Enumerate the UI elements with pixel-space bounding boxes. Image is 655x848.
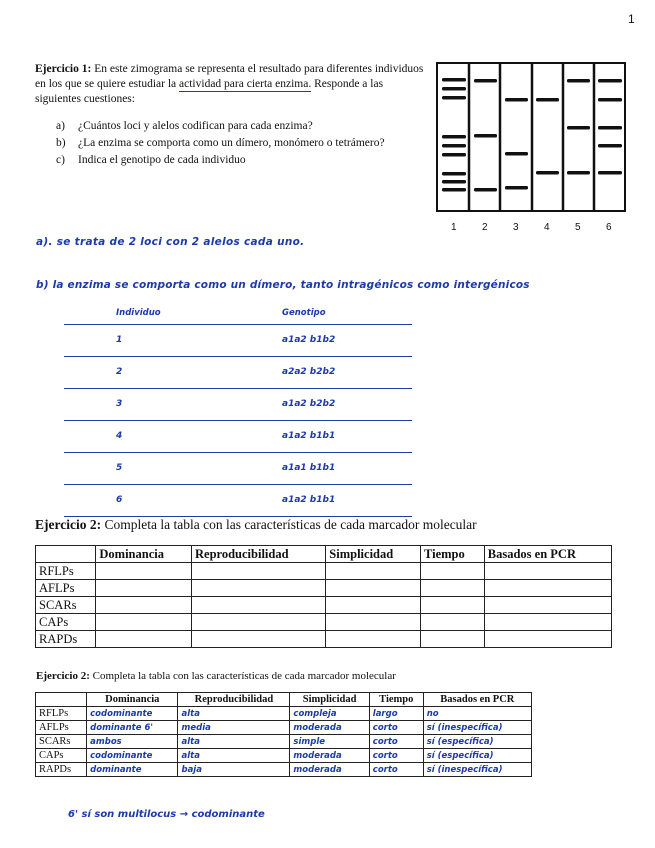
column-header: Simplicidad <box>290 693 369 707</box>
table-row <box>36 721 532 735</box>
lane-label: 3 <box>513 222 519 233</box>
marker-name: RAPDs <box>36 631 96 648</box>
band <box>598 171 622 175</box>
band <box>536 98 559 102</box>
cell-simplicidad: moderada <box>290 721 369 735</box>
band <box>474 188 497 192</box>
page-number: 1 <box>628 12 635 26</box>
band <box>536 171 559 175</box>
individual-number: 4 <box>116 431 123 441</box>
exercise2-label: Ejercicio 2: <box>35 517 102 532</box>
table-cell <box>96 580 192 597</box>
band <box>442 96 466 100</box>
marker-name: SCARs <box>36 735 87 749</box>
band <box>442 188 466 192</box>
column-header: Basados en PCR <box>484 546 611 563</box>
cell-reproducibilidad: alta <box>178 749 290 763</box>
cell-tiempo: corto <box>369 749 423 763</box>
genotype-value: a1a2 b1b1 <box>282 495 336 505</box>
marker-name: RFLPs <box>36 707 87 721</box>
table-row <box>36 631 612 648</box>
table-cell <box>96 631 192 648</box>
table-header-row <box>36 546 612 563</box>
genotype-row <box>64 389 412 421</box>
individual-number: 2 <box>116 367 123 377</box>
exercise1-label: Ejercicio 1: <box>35 63 92 75</box>
column-header: Dominancia <box>87 693 178 707</box>
table-cell <box>192 631 326 648</box>
cell-tiempo: corto <box>369 721 423 735</box>
cell-pcr: sí (específica) <box>423 735 531 749</box>
band <box>442 144 466 148</box>
column-header: Tiempo <box>369 693 423 707</box>
marker-name: SCARs <box>36 597 96 614</box>
cell-simplicidad: moderada <box>290 763 369 777</box>
band <box>505 152 528 156</box>
lane-label: 6 <box>606 222 612 233</box>
individual-number: 6 <box>116 495 123 505</box>
column-header <box>36 546 96 563</box>
lane-label: 1 <box>451 222 457 233</box>
exercise1-intro <box>35 62 430 107</box>
lane-label: 5 <box>575 222 581 233</box>
question-letter: c) <box>56 154 65 166</box>
handwritten-answer-a: a). se trata de 2 loci con 2 alelos cada uno. <box>36 236 305 248</box>
column-header: Basados en PCR <box>423 693 531 707</box>
cell-reproducibilidad: media <box>178 721 290 735</box>
cell-simplicidad: compleja <box>290 707 369 721</box>
cell-dominancia: ambos <box>87 735 178 749</box>
band <box>442 135 466 139</box>
table-row <box>36 749 532 763</box>
cell-dominancia: dominante 6' <box>87 721 178 735</box>
exercise2-filled-title <box>36 670 396 682</box>
individual-number: 3 <box>116 399 123 409</box>
genotype-table <box>64 306 412 517</box>
genotype-value: a1a2 b2b2 <box>282 399 336 409</box>
individual-number: 1 <box>116 335 123 345</box>
zymogram-gel <box>436 62 626 212</box>
genotype-value: a2a2 b2b2 <box>282 367 336 377</box>
exercise2-title <box>35 517 477 533</box>
genotype-value: a1a2 b1b1 <box>282 431 336 441</box>
table-cell <box>484 597 611 614</box>
table-cell <box>192 580 326 597</box>
band <box>598 98 622 102</box>
genotype-row <box>64 325 412 357</box>
question-c <box>56 153 386 168</box>
question-letter: a) <box>56 120 65 132</box>
handwritten-answer-b: b) la enzima se comporta como un dímero, tanto intragénicos como intergénicos <box>36 279 530 291</box>
table-row <box>36 563 612 580</box>
table-row <box>36 597 612 614</box>
cell-pcr: no <box>423 707 531 721</box>
table-cell <box>192 614 326 631</box>
table-row <box>36 707 532 721</box>
table-header-row <box>36 693 532 707</box>
table-cell <box>484 614 611 631</box>
question-text: ¿La enzima se comporta como un dímero, monómero o tetrámero? <box>78 137 385 149</box>
table-cell <box>326 580 421 597</box>
band <box>567 79 590 83</box>
cell-tiempo: largo <box>369 707 423 721</box>
question-letter: b) <box>56 137 66 149</box>
table-cell <box>421 563 485 580</box>
table-cell <box>192 597 326 614</box>
cell-dominancia: dominante <box>87 763 178 777</box>
cell-reproducibilidad: alta <box>178 735 290 749</box>
table-cell <box>96 614 192 631</box>
table-row <box>36 735 532 749</box>
exercise1-questions <box>56 119 386 170</box>
genotype-row <box>64 453 412 485</box>
marker-name: AFLPs <box>36 580 96 597</box>
table-cell <box>484 631 611 648</box>
exercise1-intro-underlined: actividad para cierta enzima. <box>179 78 312 90</box>
cell-tiempo: corto <box>369 735 423 749</box>
band <box>474 79 497 83</box>
band <box>442 78 466 82</box>
question-a <box>56 119 386 134</box>
cell-reproducibilidad: alta <box>178 707 290 721</box>
column-header: Simplicidad <box>326 546 421 563</box>
exercise1-intro-b: Responde a las siguientes cuestiones: <box>35 78 384 105</box>
lane-label: 4 <box>544 222 550 233</box>
table-cell <box>326 614 421 631</box>
column-header: Reproducibilidad <box>192 546 326 563</box>
table-cell <box>421 580 485 597</box>
table-row <box>36 763 532 777</box>
table-cell <box>96 563 192 580</box>
band <box>442 172 466 176</box>
exercise1-intro-a: En este zimograma se representa el resultado para diferentes individuos en los que se quiere estudiar la <box>35 63 424 90</box>
question-text: Indica el genotipo de cada individuo <box>78 154 246 166</box>
cell-simplicidad: moderada <box>290 749 369 763</box>
table-cell <box>421 597 485 614</box>
individual-number: 5 <box>116 463 123 473</box>
band <box>598 126 622 130</box>
cell-reproducibilidad: baja <box>178 763 290 777</box>
band <box>442 180 466 184</box>
cell-pcr: sí (específica) <box>423 749 531 763</box>
cell-pcr: sí (inespecífica) <box>423 763 531 777</box>
table-cell <box>326 597 421 614</box>
table-cell <box>421 614 485 631</box>
header-genotype: Genotipo <box>282 308 326 318</box>
band <box>474 134 497 138</box>
band <box>598 144 622 148</box>
table-cell <box>326 631 421 648</box>
band <box>505 98 528 102</box>
band <box>567 171 590 175</box>
cell-pcr: sí (inespecífica) <box>423 721 531 735</box>
band <box>567 126 590 130</box>
column-header: Dominancia <box>96 546 192 563</box>
column-header: Reproducibilidad <box>178 693 290 707</box>
genotype-row <box>64 421 412 453</box>
lane-label: 2 <box>482 222 488 233</box>
band <box>442 87 466 91</box>
marker-name: AFLPs <box>36 721 87 735</box>
cell-dominancia: codominante <box>87 707 178 721</box>
header-individual: Individuo <box>116 308 161 318</box>
marker-name: CAPs <box>36 749 87 763</box>
table-cell <box>421 631 485 648</box>
markers-table-filled <box>35 692 532 777</box>
column-header: Tiempo <box>421 546 485 563</box>
cell-simplicidad: simple <box>290 735 369 749</box>
table-row <box>36 614 612 631</box>
band <box>505 186 528 190</box>
table-cell <box>326 563 421 580</box>
genotype-value: a1a1 b1b1 <box>282 463 336 473</box>
genotype-value: a1a2 b1b2 <box>282 335 336 345</box>
markers-table-empty <box>35 545 612 648</box>
handwritten-footnote: 6' sí son multilocus → codominante <box>68 809 265 820</box>
cell-dominancia: codominante <box>87 749 178 763</box>
exercise2-filled-label: Ejercicio 2: <box>36 670 90 682</box>
band <box>598 79 622 83</box>
question-text: ¿Cuántos loci y alelos codifican para cada enzima? <box>78 120 313 132</box>
genotype-row <box>64 485 412 517</box>
cell-tiempo: corto <box>369 763 423 777</box>
genotype-table-header <box>64 306 412 325</box>
table-cell <box>96 597 192 614</box>
exercise2-title-text: Completa la tabla con las características de cada marcador molecular <box>101 517 477 532</box>
exercise2-filled-title-text: Completa la tabla con las características de cada marcador molecular <box>89 670 396 682</box>
question-b <box>56 136 386 151</box>
table-row <box>36 580 612 597</box>
marker-name: CAPs <box>36 614 96 631</box>
marker-name: RFLPs <box>36 563 96 580</box>
genotype-row <box>64 357 412 389</box>
band <box>442 153 466 157</box>
column-header <box>36 693 87 707</box>
table-cell <box>192 563 326 580</box>
table-cell <box>484 580 611 597</box>
table-cell <box>484 563 611 580</box>
marker-name: RAPDs <box>36 763 87 777</box>
